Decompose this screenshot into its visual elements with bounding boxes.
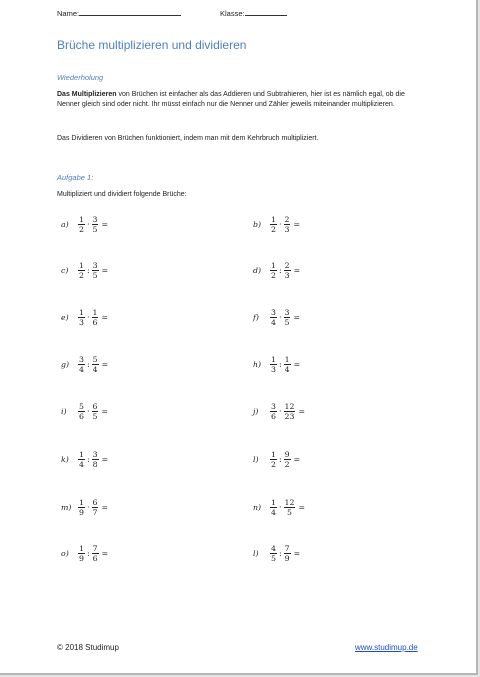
numerator: 9 bbox=[284, 449, 290, 459]
operator: : bbox=[278, 359, 282, 369]
numerator: 1 bbox=[271, 354, 276, 364]
operator: : bbox=[278, 265, 282, 275]
numerator: 3 bbox=[92, 214, 98, 224]
review-text: von Brüchen ist einfacher als das Addieren und Subtrahieren, hier ist es nämlich egal, ob die Nenner gleich sind oder nicht. Ihr müsst einfach nur die Nenner und Zähler jeweils miteinander multiplizieren. bbox=[57, 91, 405, 109]
numerator: 1 bbox=[271, 497, 276, 507]
problem-7 bbox=[253, 353, 300, 375]
denominator: 4 bbox=[271, 317, 276, 327]
problem-3 bbox=[253, 259, 300, 281]
fraction-2 bbox=[284, 355, 291, 374]
problem-11 bbox=[253, 448, 300, 470]
numerator: 2 bbox=[284, 214, 290, 224]
review-paragraph-1 bbox=[57, 90, 427, 111]
name-label: Name: bbox=[57, 9, 80, 18]
equals-sign: = bbox=[293, 548, 301, 558]
class-label: Klasse: bbox=[220, 9, 245, 18]
numerator: 3 bbox=[79, 354, 84, 364]
equals-sign: = bbox=[298, 406, 305, 416]
denominator: 6 bbox=[79, 411, 84, 421]
numerator: 5 bbox=[79, 401, 84, 411]
footer-website-link[interactable]: www.studimup.de bbox=[355, 643, 418, 652]
numerator: 1 bbox=[79, 214, 84, 224]
fraction-2 bbox=[284, 261, 291, 280]
denominator: 9 bbox=[284, 553, 290, 563]
numerator: 3 bbox=[284, 307, 290, 317]
equals-sign: = bbox=[293, 454, 301, 464]
fraction-2 bbox=[284, 498, 296, 517]
numerator: 12 bbox=[284, 497, 295, 507]
operator: : bbox=[86, 454, 90, 464]
equals-sign: = bbox=[101, 219, 109, 229]
review-heading: Wiederholung bbox=[57, 73, 104, 82]
fraction-1 bbox=[270, 308, 277, 327]
denominator: 9 bbox=[79, 507, 84, 517]
problem-14 bbox=[61, 542, 108, 564]
problem-8 bbox=[61, 400, 108, 422]
numerator: 1 bbox=[79, 260, 84, 270]
class-field bbox=[220, 8, 287, 18]
task-heading: Aufgabe 1: bbox=[57, 173, 94, 182]
numerator: 1 bbox=[79, 449, 84, 459]
problem-0 bbox=[61, 213, 108, 235]
operator: · bbox=[278, 502, 282, 512]
denominator: 3 bbox=[284, 270, 290, 280]
operator: : bbox=[86, 265, 90, 275]
numerator: 1 bbox=[284, 354, 290, 364]
denominator: 5 bbox=[92, 224, 98, 234]
fraction-2 bbox=[92, 498, 99, 517]
operator: : bbox=[86, 359, 90, 369]
footer-link-wrap bbox=[355, 643, 418, 652]
problem-label: j) bbox=[253, 406, 259, 416]
denominator: 2 bbox=[271, 270, 276, 280]
denominator: 3 bbox=[79, 317, 84, 327]
denominator: 9 bbox=[79, 553, 84, 563]
numerator: 1 bbox=[92, 307, 98, 317]
problem-9 bbox=[253, 400, 305, 422]
fraction-2 bbox=[92, 544, 99, 563]
fraction-1 bbox=[270, 498, 277, 517]
problem-label: n) bbox=[253, 502, 262, 512]
fraction-2 bbox=[92, 308, 99, 327]
numerator: 1 bbox=[271, 214, 276, 224]
problem-label: e) bbox=[61, 312, 69, 322]
problem-label: f) bbox=[253, 312, 259, 322]
problem-4 bbox=[61, 306, 108, 328]
numerator: 6 bbox=[92, 497, 98, 507]
numerator: 4 bbox=[271, 543, 276, 553]
fraction-1 bbox=[270, 355, 277, 374]
fraction-2 bbox=[284, 450, 291, 469]
fraction-2 bbox=[284, 544, 291, 563]
numerator: 3 bbox=[271, 307, 276, 317]
equals-sign: = bbox=[298, 502, 305, 512]
denominator: 8 bbox=[92, 459, 98, 469]
equals-sign: = bbox=[101, 406, 109, 416]
numerator: 3 bbox=[92, 449, 98, 459]
equals-sign: = bbox=[101, 359, 109, 369]
name-field bbox=[57, 8, 181, 18]
problem-1 bbox=[253, 213, 300, 235]
problem-label: l) bbox=[253, 454, 259, 464]
problem-2 bbox=[61, 259, 108, 281]
operator: · bbox=[86, 502, 90, 512]
denominator: 3 bbox=[271, 364, 276, 374]
equals-sign: = bbox=[101, 502, 109, 512]
fraction-2 bbox=[92, 355, 99, 374]
denominator: 4 bbox=[92, 364, 98, 374]
numerator: 7 bbox=[284, 543, 290, 553]
operator: : bbox=[278, 548, 282, 558]
operator: : bbox=[86, 548, 90, 558]
operator: · bbox=[278, 219, 282, 229]
denominator: 2 bbox=[271, 224, 276, 234]
fraction-1 bbox=[78, 308, 85, 327]
denominator: 7 bbox=[92, 507, 98, 517]
denominator: 4 bbox=[271, 507, 276, 517]
denominator: 3 bbox=[284, 224, 290, 234]
numerator: 1 bbox=[271, 260, 276, 270]
fraction-1 bbox=[78, 498, 85, 517]
denominator: 4 bbox=[79, 459, 84, 469]
denominator: 5 bbox=[286, 507, 292, 517]
equals-sign: = bbox=[101, 265, 109, 275]
fraction-1 bbox=[78, 402, 85, 421]
equals-sign: = bbox=[101, 454, 109, 464]
operator: · bbox=[86, 312, 90, 322]
problem-label: c) bbox=[61, 265, 69, 275]
denominator: 23 bbox=[284, 411, 295, 421]
fraction-2 bbox=[92, 215, 99, 234]
denominator: 2 bbox=[79, 270, 84, 280]
fraction-1 bbox=[78, 450, 85, 469]
numerator: 1 bbox=[79, 497, 84, 507]
problem-13 bbox=[253, 496, 305, 518]
problem-label: b) bbox=[253, 219, 262, 229]
operator: · bbox=[278, 312, 282, 322]
fraction-1 bbox=[270, 544, 277, 563]
denominator: 4 bbox=[284, 364, 290, 374]
review-bold-term: Das Multiplizieren bbox=[57, 91, 117, 98]
fraction-1 bbox=[270, 261, 277, 280]
numerator: 1 bbox=[271, 449, 276, 459]
equals-sign: = bbox=[293, 219, 301, 229]
numerator: 3 bbox=[92, 260, 98, 270]
denominator: 5 bbox=[92, 270, 98, 280]
problem-5 bbox=[253, 306, 300, 328]
fraction-1 bbox=[270, 215, 277, 234]
numerator: 1 bbox=[79, 543, 84, 553]
name-blank-line bbox=[79, 8, 181, 16]
problem-label: m) bbox=[61, 502, 72, 512]
problem-12 bbox=[61, 496, 108, 518]
numerator: 3 bbox=[271, 401, 276, 411]
fraction-2 bbox=[92, 402, 99, 421]
review-paragraph-2: Das Dividieren von Brüchen funktioniert, indem man mit dem Kehrbruch multipliziert. bbox=[57, 135, 319, 142]
problem-label: g) bbox=[61, 359, 70, 369]
numerator: 5 bbox=[92, 354, 98, 364]
fraction-1 bbox=[270, 402, 277, 421]
fraction-1 bbox=[78, 544, 85, 563]
equals-sign: = bbox=[293, 359, 301, 369]
operator: · bbox=[86, 406, 90, 416]
denominator: 6 bbox=[92, 553, 98, 563]
footer-copyright: © 2018 Studimup bbox=[57, 643, 119, 652]
operator: · bbox=[278, 406, 282, 416]
fraction-1 bbox=[78, 355, 85, 374]
denominator: 4 bbox=[79, 364, 84, 374]
numerator: 7 bbox=[92, 543, 98, 553]
class-blank-line bbox=[245, 8, 287, 16]
problem-label: a) bbox=[61, 219, 69, 229]
operator: · bbox=[86, 219, 90, 229]
denominator: 6 bbox=[92, 317, 98, 327]
fraction-1 bbox=[78, 261, 85, 280]
numerator: 1 bbox=[79, 307, 84, 317]
fraction-2 bbox=[284, 308, 291, 327]
denominator: 5 bbox=[92, 411, 98, 421]
fraction-1 bbox=[78, 215, 85, 234]
problem-label: i) bbox=[61, 406, 67, 416]
problem-label: l) bbox=[253, 548, 259, 558]
denominator: 6 bbox=[271, 411, 276, 421]
equals-sign: = bbox=[293, 265, 301, 275]
denominator: 5 bbox=[284, 317, 290, 327]
denominator: 5 bbox=[271, 553, 276, 563]
fraction-2 bbox=[92, 261, 99, 280]
fraction-2 bbox=[284, 215, 291, 234]
problem-10 bbox=[61, 448, 108, 470]
page-title: Brüche multiplizieren und dividieren bbox=[57, 38, 247, 52]
numerator: 2 bbox=[284, 260, 290, 270]
problem-6 bbox=[61, 353, 108, 375]
problem-label: d) bbox=[253, 265, 262, 275]
equals-sign: = bbox=[101, 312, 109, 322]
operator: : bbox=[278, 454, 282, 464]
fraction-2 bbox=[92, 450, 99, 469]
problem-label: h) bbox=[253, 359, 262, 369]
denominator: 2 bbox=[284, 459, 290, 469]
task-instruction: Multipliziert und dividiert folgende Brüche: bbox=[57, 191, 187, 198]
problem-label: o) bbox=[61, 548, 69, 558]
problem-15 bbox=[253, 542, 300, 564]
numerator: 6 bbox=[92, 401, 98, 411]
equals-sign: = bbox=[293, 312, 301, 322]
denominator: 2 bbox=[79, 224, 84, 234]
equals-sign: = bbox=[101, 548, 109, 558]
fraction-1 bbox=[270, 450, 277, 469]
fraction-2 bbox=[284, 402, 296, 421]
denominator: 2 bbox=[271, 459, 276, 469]
problem-label: k) bbox=[61, 454, 69, 464]
numerator: 12 bbox=[284, 401, 295, 411]
